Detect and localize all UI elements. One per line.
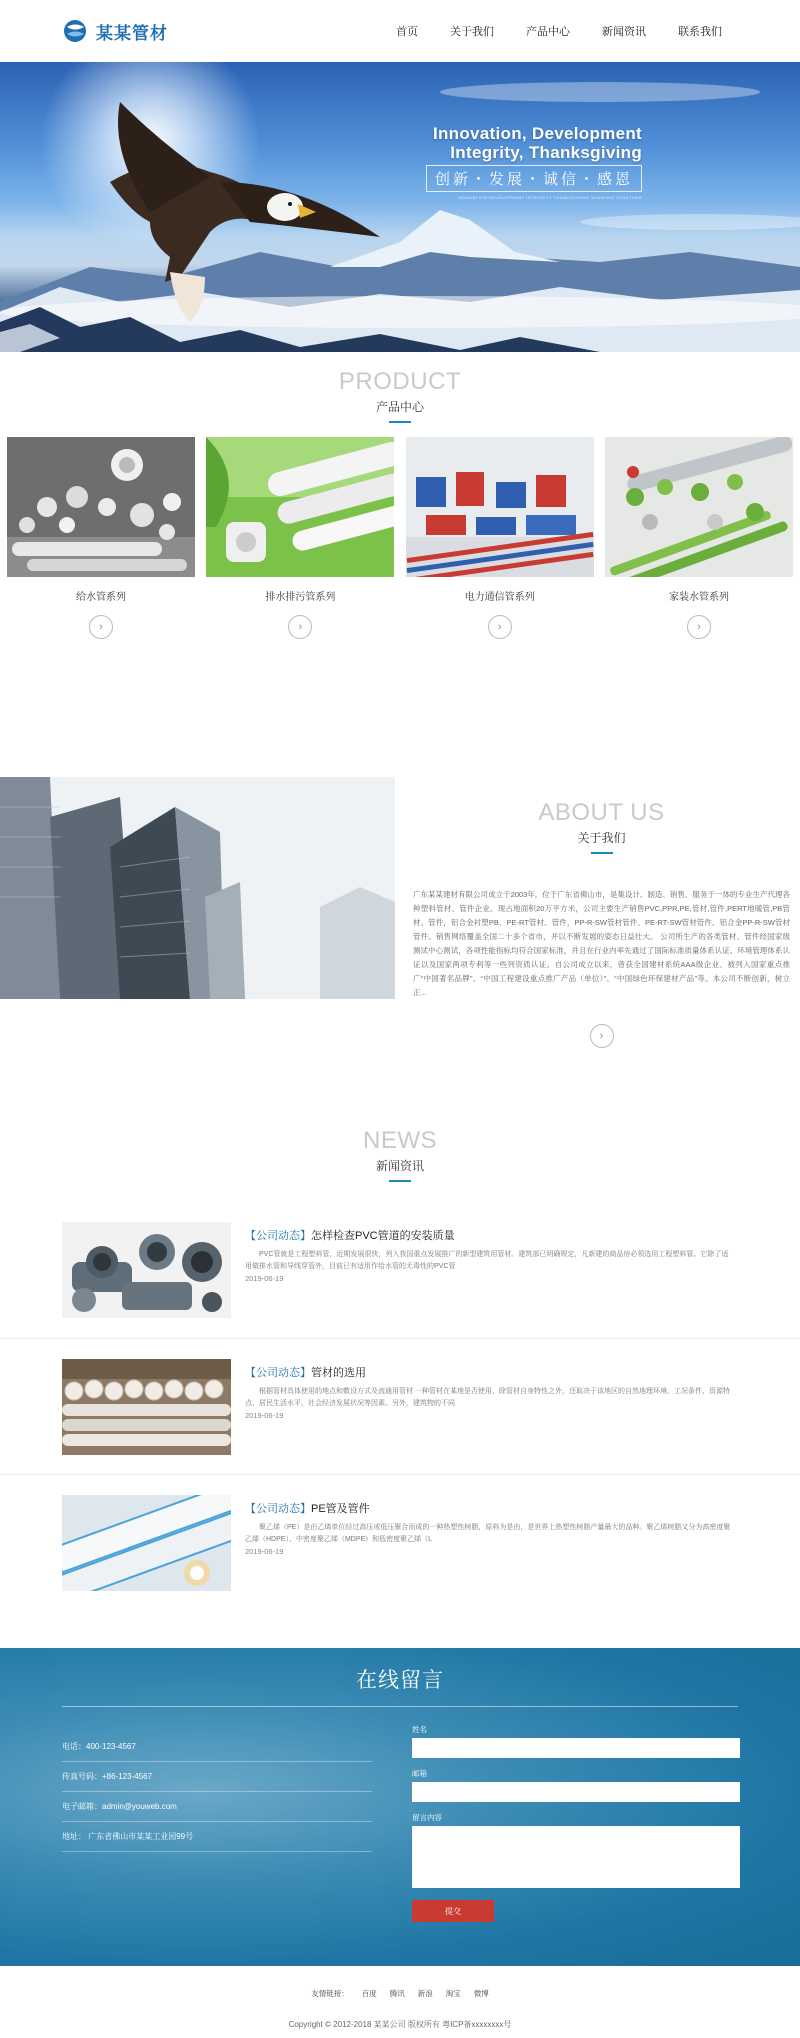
contact-fax: 传真号码：+86-123-4567 [62,1762,372,1792]
product-name[interactable]: 电力通信管系列 [464,592,535,603]
news-title-text[interactable]: 怎样检查PVC管道的安装质量 [311,1230,455,1242]
slogan-sub: INNOVATION DEVELOPMENT INTEGRITY THANKSGIVING WORKING TOGETHER [457,195,642,200]
product-name[interactable]: 排水排污管系列 [265,592,336,603]
product-more-button[interactable]: › [89,615,113,639]
contact-address: 地址： 广东省佛山市某某工业园99号 [62,1822,372,1852]
news-section [0,1089,800,1610]
slogan-cn: 创新・发展・诚信・感恩 [426,165,642,192]
product-more-button[interactable]: › [288,615,312,639]
news-title[interactable] [245,1364,735,1380]
news-body [245,1364,735,1450]
link-sina[interactable]: 新浪 [417,1988,433,1998]
about-content [395,777,800,1089]
about-title-cn: 关于我们 [577,831,626,845]
logo-icon [62,18,90,44]
news-date: 2019-06-19 [245,1274,284,1283]
product-image-drainage-pipes[interactable] [206,437,394,577]
eagle-mountain-illustration [0,62,800,352]
news-desc: 聚乙烯（PE）是由乙烯单位经过高压或低压聚合而成的一种热塑性树脂，原料为是由，是世界上热塑性树脂产量最大的品种。聚乙烯树脂又分为高密度聚乙烯（HDPE）、中密度聚乙烯（MDPE）和低密度聚乙烯（L [245,1523,731,1543]
products-title-en: PRODUCT [338,368,462,395]
product-image-power-pipes[interactable] [406,437,594,577]
about-more-button[interactable]: › [590,1024,614,1048]
site-header [0,0,800,62]
news-title-en: NEWS [363,1127,437,1154]
title-underline [389,421,411,423]
news-image[interactable] [62,1222,231,1318]
news-list [0,1202,800,1610]
products-title-cn: 产品中心 [375,400,424,414]
title-underline [591,852,613,854]
brand-name: 某某管材 [96,23,168,44]
news-item[interactable] [0,1338,800,1474]
product-image-home-pipes[interactable] [605,437,793,577]
message-textarea[interactable] [412,1826,740,1888]
product-card[interactable] [406,437,594,639]
message-form [412,1724,740,1922]
news-image[interactable] [62,1359,231,1455]
product-card[interactable] [206,437,394,639]
nav-home[interactable]: 首页 [396,26,418,38]
product-image-water-pipes[interactable] [7,437,195,577]
products-section [0,352,800,777]
product-card[interactable] [7,437,195,639]
link-baidu[interactable]: 百度 [361,1988,377,1998]
link-taobao[interactable]: 淘宝 [445,1988,461,1998]
news-title-cn: 新闻资讯 [375,1159,424,1173]
link-tencent[interactable]: 腾讯 [389,1988,405,1998]
links-label: 友情链接： [311,1988,349,1998]
news-item[interactable] [0,1202,800,1338]
nav-products[interactable]: 产品中心 [526,26,570,38]
nav-news[interactable]: 新闻资讯 [602,26,646,38]
email-input[interactable] [412,1782,740,1802]
title-underline [389,1180,411,1182]
main-nav [380,23,738,39]
news-tag: 【公司动态】 [245,1366,311,1379]
product-list [0,437,800,639]
news-body [245,1227,735,1313]
news-title[interactable] [245,1500,735,1516]
copyright: Copyright © 2012-2018 某某公司 版权所有 粤ICP备xxxxxxxx号 [288,2020,512,2029]
news-tag: 【公司动态】 [245,1230,311,1242]
news-title-text[interactable]: 管材的选用 [311,1366,366,1379]
about-text: 广东某某建材有限公司成立于2003年，位于广东省佛山市，是集设计、制造、销售、服务于一体的专业生产代理各种塑料管材、管件企业。现占地面积20万平方米，公司主要生产销售PVC,PPR,PE,管材,管件,PERT地暖管,PB管材、管件，铝合金衬塑PB、PE-RT管材、管件，PP-R-SW管材管件、PE-RT-SW管材管件、铝合金PP-R-SW管材管件。销售网络覆盖全国二十多个省市，并以不断发展的姿态日益壮大。 公司所生产的各类管材、管件经国家级测试中心测试，各项性能指标均符合国家标准，并且在行业内率先通过了国际标准质量体系认证、环境管理体系认证以及国家两项专利等一些列资质认证。自公司成立以来，曾获全国建材系统AAA级企业、被列入国家重点推广“中国著名品牌”、“中国工程建设重点推广产品（单位）”、“中国绿色环保建材产品”等。本公司不断创新，树立正... [413,890,790,997]
news-tag: 【公司动态】 [245,1502,311,1515]
contact-divider [62,1706,738,1707]
slogan-line-1: Innovation, Development [432,124,642,143]
news-desc: PVC管就是工程塑料管，近期发展很快，列入我国重点发展推广的新型建筑用管材。建筑部已明确规定，凡新建的商品房必须选用工程塑料管。它除了适用做排水管和导线穿管外，目前已有适用作给水管的无毒性的PVC管 [245,1251,729,1270]
link-weibo[interactable]: 微博 [473,1988,489,1998]
news-title[interactable] [245,1227,735,1243]
name-input[interactable] [412,1738,740,1758]
hero-banner [0,62,800,352]
products-title [0,368,800,423]
news-item[interactable] [0,1474,800,1610]
news-image[interactable] [62,1495,231,1591]
news-title [0,1127,800,1182]
contact-email: 电子邮箱：admin@youweb.com [62,1792,372,1822]
news-date: 2019-06-19 [245,1410,284,1420]
news-date: 2019-06-19 [245,1546,284,1556]
submit-button[interactable]: 提交 [412,1900,494,1922]
email-label: 邮箱 [412,1769,427,1778]
about-section [0,777,800,1089]
about-title [413,799,790,854]
product-name[interactable]: 给水管系列 [76,592,126,603]
contact-title: 在线留言 [356,1669,444,1692]
about-title-en: ABOUT US [538,799,665,826]
about-skyscraper-image [0,777,395,999]
contact-phone: 电话：400-123-4567 [62,1732,372,1762]
news-desc: 根据管材具体使用的地点和敷设方式及流通用管材 一种管材在某地是否使用，除管材自身特性之外，还取决于该地区的自然地理环境、工况条件、资源特点、居民生活水平、社会经济发展状况等因素。另外，建筑物的不同 [245,1387,730,1407]
news-title-text[interactable]: PE管及管件 [311,1502,370,1515]
banner-slogan [426,124,642,200]
slogan-line-2: Integrity, Thanksgiving [450,143,642,162]
contact-section [0,1648,800,1966]
nav-about[interactable]: 关于我们 [450,26,494,38]
content-label: 留言内容 [412,1813,442,1822]
news-body [245,1500,735,1586]
product-more-button[interactable]: › [488,615,512,639]
nav-contact[interactable]: 联系我们 [678,26,722,38]
product-more-button[interactable]: › [687,615,711,639]
name-label: 姓名 [412,1725,427,1734]
product-name[interactable]: 家装水管系列 [668,592,729,603]
contact-info [62,1732,372,1852]
logo[interactable] [62,18,168,44]
product-card[interactable] [605,437,793,639]
